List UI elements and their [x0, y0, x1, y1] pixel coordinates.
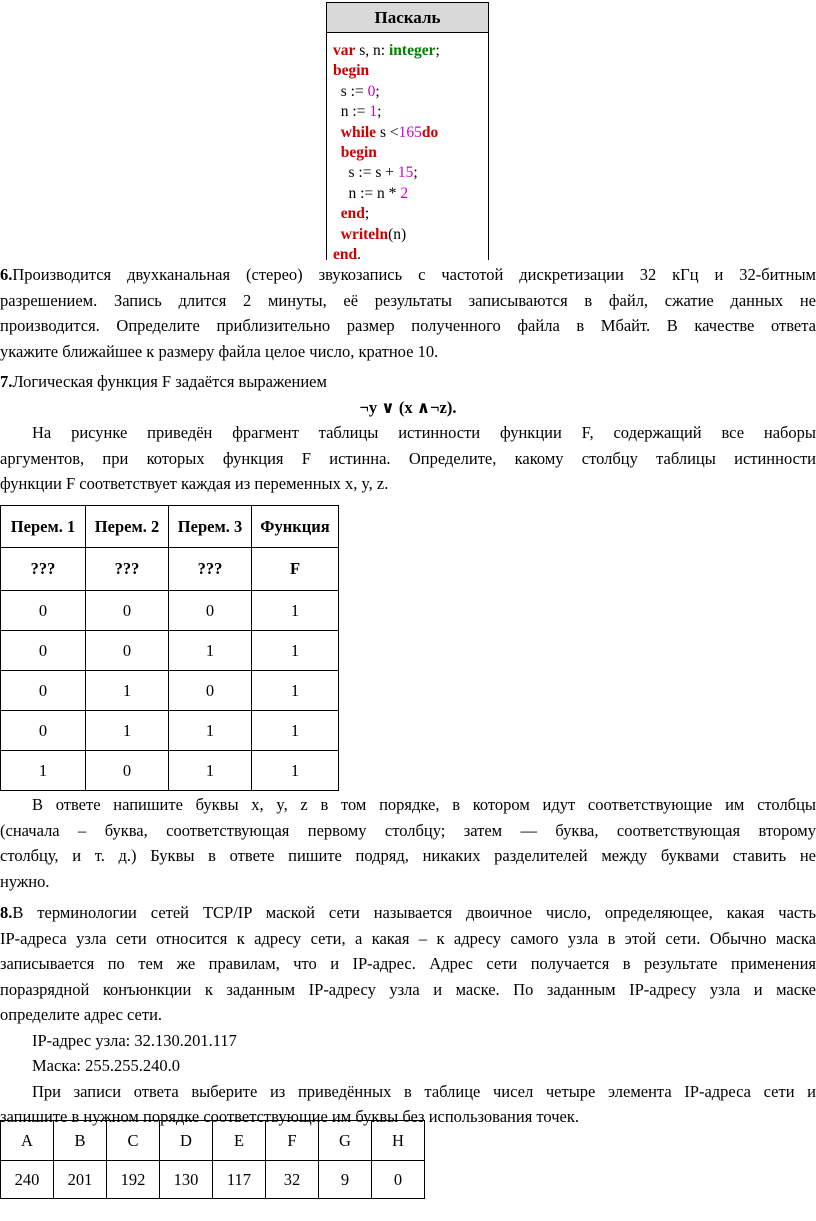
table-cell: 0 — [1, 591, 86, 631]
truth-table-header-row — [1, 506, 339, 548]
table-cell: G — [319, 1121, 372, 1161]
code-text — [333, 226, 341, 243]
table-cell: 240 — [1, 1161, 54, 1199]
code-text — [333, 124, 341, 141]
code-text — [333, 205, 341, 222]
task-7 — [0, 369, 816, 497]
code-line — [333, 163, 488, 183]
code-line — [333, 41, 488, 61]
task-8-line: записывается по тем же правилам, что и IP-адрес. Адрес сети получается в результате применения — [0, 954, 816, 973]
task-8-number: 8. — [0, 903, 13, 922]
code-text: ; — [377, 103, 382, 121]
column-header: Перем. 3 — [169, 506, 252, 548]
table-cell: 1 — [1, 751, 86, 791]
code-box-header: Паскаль — [327, 3, 488, 33]
table-cell: 117 — [213, 1161, 266, 1199]
task-8-instruction-line: При записи ответа выберите из приведённых в таблице чисел четыре элемента IP-адреса сети и — [32, 1081, 816, 1101]
task-8-line: IP-адреса узла сети относится к адресу сети, а какая – к адресу самого узла в этой сети. Обычно маска — [0, 928, 816, 948]
code-text: s := s + — [333, 164, 398, 182]
code-text: n := n * — [333, 184, 401, 202]
code-line — [333, 225, 488, 245]
table-row — [1, 711, 339, 751]
table-cell: 1 — [86, 711, 169, 751]
column-header: Перем. 1 — [1, 506, 86, 548]
truth-table — [0, 505, 339, 791]
code-number: 1 — [369, 103, 378, 121]
code-text: . — [357, 245, 361, 263]
table-cell: 0 — [372, 1161, 425, 1199]
table-cell: 192 — [107, 1161, 160, 1199]
truth-table-subheader-row — [1, 548, 339, 591]
table-cell: D — [160, 1121, 213, 1161]
table-cell: H — [372, 1121, 425, 1161]
table-cell: E — [213, 1121, 266, 1161]
code-text: n := — [333, 103, 370, 121]
code-text: (n) — [388, 225, 407, 243]
task-7-intro: Логическая функция F задаётся выражением — [12, 372, 327, 391]
table-cell: B — [54, 1121, 107, 1161]
code-keyword: begin — [340, 143, 377, 161]
code-text: ; — [375, 82, 380, 100]
task-8-line: определите адрес сети. — [0, 1005, 163, 1024]
table-row — [1, 751, 339, 791]
table-cell: 0 — [1, 631, 86, 671]
task-6 — [0, 262, 816, 364]
code-text: s := — [333, 82, 368, 100]
table-cell: 130 — [160, 1161, 213, 1199]
answer-note-line: В ответе напишите буквы x, y, z в том порядке, в котором идут соответствующие им столбцы — [32, 795, 816, 814]
code-keyword: while — [340, 123, 377, 141]
code-line — [333, 143, 488, 163]
table-cell: 1 — [169, 751, 252, 791]
code-line — [333, 61, 488, 81]
table-cell: 0 — [86, 591, 169, 631]
task-7-answer-note — [0, 792, 816, 894]
table-cell: ??? — [86, 548, 169, 591]
values-row — [1, 1161, 425, 1199]
code-text: s, n: — [355, 42, 389, 59]
code-keyword: end — [333, 245, 358, 263]
table-cell: 0 — [1, 671, 86, 711]
task-7-description-line: На рисунке приведён фрагмент таблицы истинности функции F, содержащий все наборы — [32, 423, 816, 442]
column-header: Перем. 2 — [86, 506, 169, 548]
answer-note-line: нужно. — [0, 871, 50, 891]
task-7-description-line: функции F соответствует каждая из переменных x, y, z. — [0, 474, 389, 493]
table-cell: 1 — [252, 751, 339, 791]
code-text: ; — [413, 164, 418, 182]
table-cell: F — [252, 548, 339, 591]
code-type: integer — [388, 42, 436, 59]
table-cell: 1 — [169, 711, 252, 751]
code-listing — [327, 33, 488, 265]
table-cell: 32 — [266, 1161, 319, 1199]
table-cell: 1 — [252, 631, 339, 671]
code-line — [333, 82, 488, 102]
ip-options-table — [0, 1120, 425, 1199]
table-row — [1, 631, 339, 671]
table-cell: A — [1, 1121, 54, 1161]
task-7-expression: ¬y ∨ (x ∧¬z). — [359, 397, 457, 417]
answer-note-line: (сначала – буква, соответствующая первому столбцу; затем — буква, соответствующая второму — [0, 820, 816, 840]
pascal-code-box — [326, 2, 489, 263]
task-7-number: 7. — [0, 372, 13, 391]
code-text: ; — [435, 42, 440, 59]
table-cell: 0 — [1, 711, 86, 751]
ip-address-line: IP-адрес узла: 32.130.201.117 — [32, 1030, 237, 1050]
code-text: s < — [376, 123, 399, 141]
table-cell: 1 — [86, 671, 169, 711]
code-number: 0 — [367, 82, 376, 100]
task-6-line: Производится двухканальная (стерео) звукозапись с частотой дискретизации 32 кГц и 32-битным — [12, 265, 816, 284]
code-text — [333, 144, 341, 161]
code-keyword: writeln — [340, 225, 389, 243]
task-8-line: поразрядной конъюнкции к заданным IP-адресу узла и маске. По заданным IP-адресу узла и маске — [0, 979, 816, 999]
table-cell: 1 — [252, 711, 339, 751]
task-8-line: В терминологии сетей TCP/IP маской сети называется двоичное число, определяющее, какая часть — [12, 903, 816, 922]
table-cell: 201 — [54, 1161, 107, 1199]
letters-row — [1, 1121, 425, 1161]
table-cell: 1 — [169, 631, 252, 671]
code-line — [333, 102, 488, 122]
code-keyword: var — [333, 42, 356, 59]
table-row — [1, 591, 339, 631]
mask-line: Маска: 255.255.240.0 — [32, 1056, 180, 1075]
table-cell: 0 — [86, 751, 169, 791]
column-header: Функция — [252, 506, 339, 548]
task-6-number: 6. — [0, 265, 13, 284]
answer-note-line: столбцу, и т. д.) Буквы в ответе пишите подряд, никаких разделителей между буквами ставить не — [0, 846, 816, 865]
table-row — [1, 671, 339, 711]
code-number: 15 — [397, 164, 414, 182]
task-6-line: укажите ближайшее к размеру файла целое число, кратное 10. — [0, 341, 439, 361]
code-line — [333, 123, 488, 143]
code-line — [333, 204, 488, 224]
task-8-instruction-line: запишите в нужном порядке соответствующие им буквы без использования точек. — [0, 1107, 579, 1126]
code-number: 2 — [400, 184, 409, 202]
table-cell: 9 — [319, 1161, 372, 1199]
table-cell: 0 — [169, 671, 252, 711]
task-7-description-line: аргументов, при которых функция F истинна. Определите, какому столбцу таблицы истинности — [0, 448, 816, 468]
table-cell: C — [107, 1121, 160, 1161]
code-keyword: end — [340, 205, 365, 223]
table-cell: ??? — [169, 548, 252, 591]
code-keyword: do — [421, 123, 439, 141]
table-cell: 1 — [252, 671, 339, 711]
code-number: 165 — [398, 123, 422, 141]
table-cell: ??? — [1, 548, 86, 591]
task-6-line: производится. Определите приблизительно размер полученного файла в Мбайт. В качестве ответа — [0, 316, 816, 335]
task-6-line: разрешением. Запись длится 2 минуты, её результаты записываются в файл, сжатие данных не — [0, 290, 816, 310]
code-text: ; — [364, 205, 370, 223]
table-cell: F — [266, 1121, 319, 1161]
table-cell: 0 — [86, 631, 169, 671]
task-8 — [0, 900, 816, 1130]
table-cell: 0 — [169, 591, 252, 631]
code-line — [333, 184, 488, 204]
table-cell: 1 — [252, 591, 339, 631]
code-keyword: begin — [333, 62, 370, 80]
